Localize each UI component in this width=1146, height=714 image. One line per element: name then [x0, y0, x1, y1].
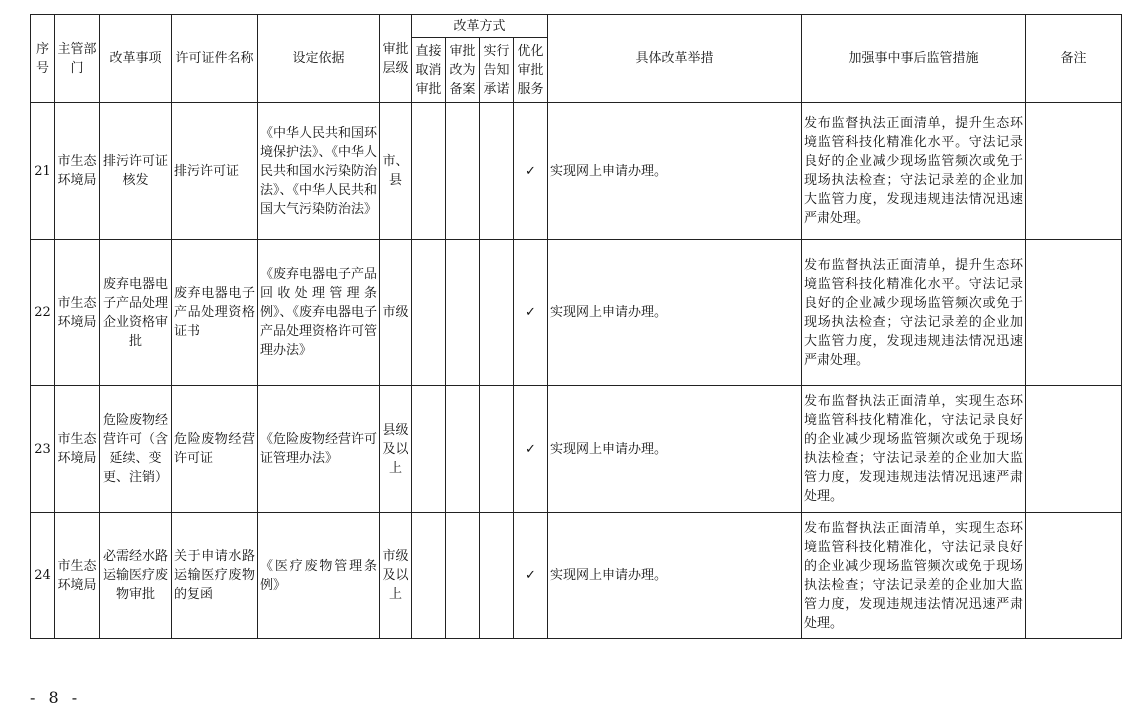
row-seq: 24: [31, 513, 55, 639]
row-basis: 《危险废物经营许可证管理办法》: [258, 386, 380, 513]
row-dept: 市生态环境局: [55, 513, 100, 639]
row-measures: 实现网上申请办理。: [548, 513, 802, 639]
row-m2: [446, 240, 480, 386]
row-m3: [480, 103, 514, 240]
header-basis: 设定依据: [258, 15, 380, 103]
row-supervision: 发布监督执法正面清单，实现生态环境监管科技化精准化，守法记录良好的企业减少现场监管频次或免于现场执法检查；守法记录差的企业加大监管力度，发现违规违法情况迅速严肃处理。: [802, 386, 1026, 513]
row-dept: 市生态环境局: [55, 386, 100, 513]
row-license: 废弃电器电子产品处理资格证书: [172, 240, 258, 386]
row-remark: [1026, 513, 1122, 639]
row-license: 危险废物经营许可证: [172, 386, 258, 513]
row-measures: 实现网上申请办理。: [548, 103, 802, 240]
row-remark: [1026, 240, 1122, 386]
row-level: 市级: [380, 240, 412, 386]
check-icon: ✓: [514, 103, 548, 240]
row-supervision: 发布监督执法正面清单，实现生态环境监管科技化精准化，守法记录良好的企业减少现场监管频次或免于现场执法检查；守法记录差的企业加大监管力度，发现违规违法情况迅速严肃处理。: [802, 513, 1026, 639]
header-commitment: 实行告知承诺: [480, 38, 514, 103]
header-level: 审批层级: [380, 15, 412, 103]
row-item: 必需经水路运输医疗废物审批: [100, 513, 172, 639]
row-m2: [446, 103, 480, 240]
page-number: - 8 -: [30, 688, 82, 707]
row-m3: [480, 386, 514, 513]
row-m2: [446, 386, 480, 513]
table-row: [31, 103, 1122, 240]
table-row: [31, 386, 1122, 513]
row-supervision: 发布监督执法正面清单，提升生态环境监管科技化精准化水平。守法记录良好的企业减少现场监管频次或免于现场执法检查；守法记录差的企业加大监管力度，发现违规违法情况迅速严肃处理。: [802, 103, 1026, 240]
row-m3: [480, 240, 514, 386]
table-row: [31, 513, 1122, 639]
header-filing: 审批改为备案: [446, 38, 480, 103]
header-method-group: 改革方式: [412, 15, 548, 38]
row-dept: 市生态环境局: [55, 240, 100, 386]
row-measures: 实现网上申请办理。: [548, 386, 802, 513]
header-dept: 主管部门: [55, 15, 100, 103]
row-supervision: 发布监督执法正面清单，提升生态环境监管科技化精准化水平。守法记录良好的企业减少现场监管频次或免于现场执法检查；守法记录差的企业加大监管力度，发现违规违法情况迅速严肃处理。: [802, 240, 1026, 386]
header-measures: 具体改革举措: [548, 15, 802, 103]
row-basis: 《废弃电器电子产品回收处理管理条例》、《废弃电器电子产品处理资格许可管理办法》: [258, 240, 380, 386]
header-item: 改革事项: [100, 15, 172, 103]
row-m1: [412, 240, 446, 386]
row-level: 市、县: [380, 103, 412, 240]
header-supervision: 加强事中事后监管措施: [802, 15, 1026, 103]
row-m1: [412, 513, 446, 639]
row-level: 市级及以上: [380, 513, 412, 639]
check-icon: ✓: [514, 240, 548, 386]
row-seq: 22: [31, 240, 55, 386]
check-icon: ✓: [514, 513, 548, 639]
header-optimize: 优化审批服务: [514, 38, 548, 103]
row-dept: 市生态环境局: [55, 103, 100, 240]
row-license: 排污许可证: [172, 103, 258, 240]
row-license: 关于申请水路运输医疗废物的复函: [172, 513, 258, 639]
row-seq: 21: [31, 103, 55, 240]
row-basis: 《医疗废物管理条例》: [258, 513, 380, 639]
check-icon: ✓: [514, 386, 548, 513]
table-row: [31, 240, 1122, 386]
row-item: 排污许可证核发: [100, 103, 172, 240]
row-item: 危险废物经营许可（含延续、变更、注销）: [100, 386, 172, 513]
row-remark: [1026, 386, 1122, 513]
row-level: 县级及以上: [380, 386, 412, 513]
row-remark: [1026, 103, 1122, 240]
header-license: 许可证件名称: [172, 15, 258, 103]
row-basis: 《中华人民共和国环境保护法》、《中华人民共和国水污染防治法》、《中华人民共和国大气污染防治法》: [258, 103, 380, 240]
row-seq: 23: [31, 386, 55, 513]
reform-table: [30, 14, 1122, 639]
header-seq: 序号: [31, 15, 55, 103]
row-m3: [480, 513, 514, 639]
row-item: 废弃电器电子产品处理企业资格审批: [100, 240, 172, 386]
header-direct-cancel: 直接取消审批: [412, 38, 446, 103]
header-remark: 备注: [1026, 15, 1122, 103]
row-m1: [412, 103, 446, 240]
row-measures: 实现网上申请办理。: [548, 240, 802, 386]
row-m2: [446, 513, 480, 639]
row-m1: [412, 386, 446, 513]
